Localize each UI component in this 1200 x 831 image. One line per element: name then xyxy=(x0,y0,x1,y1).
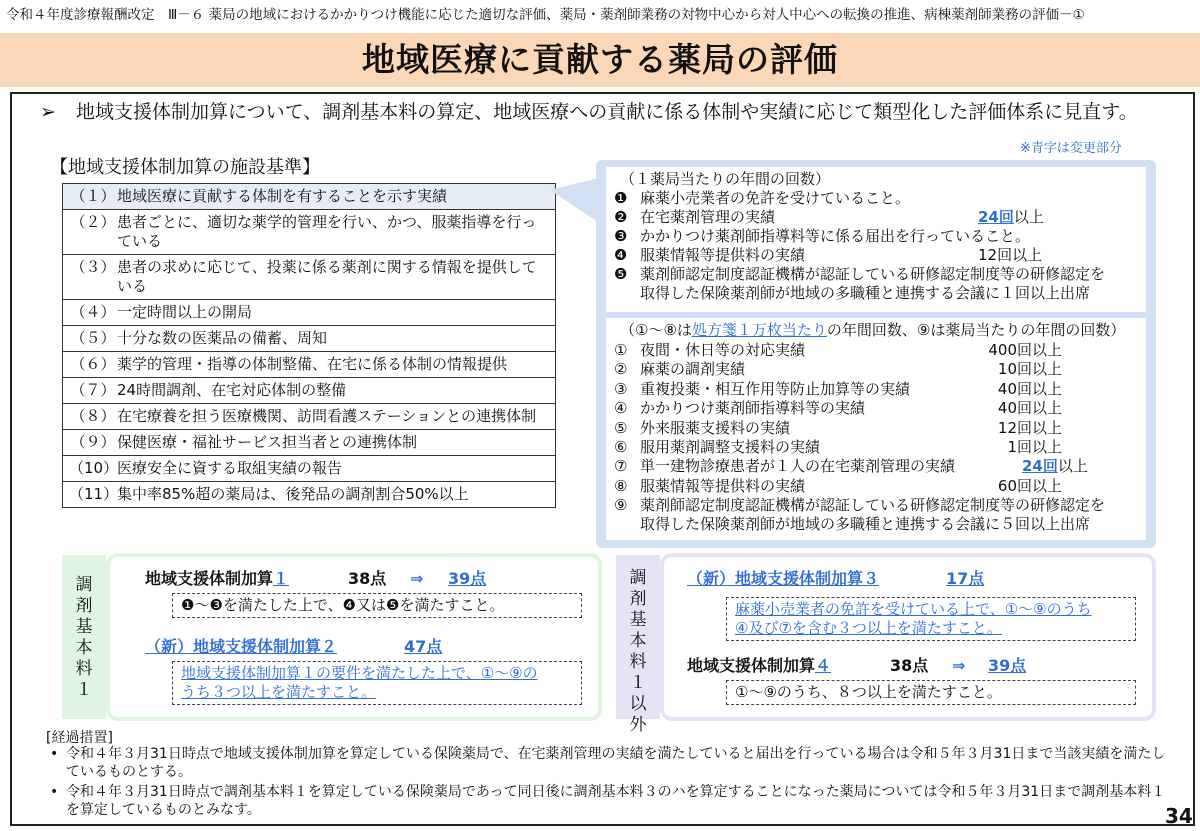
standards-row xyxy=(63,210,556,255)
standards-row xyxy=(63,352,556,378)
box1-item-count: 24回 xyxy=(978,208,1014,226)
box2-item-value xyxy=(1022,457,1088,476)
label-basic-fee-1 xyxy=(62,575,106,701)
box1-item-mark: ❸ xyxy=(614,227,628,245)
box1-item-text: 在宅薬剤管理の実績 xyxy=(640,208,776,226)
add1-num: １ xyxy=(273,569,290,588)
standards-item-text: 患者ごとに、適切な薬学的管理を行い、かつ、服薬指導を行っている xyxy=(117,213,537,250)
box2-item-text: 服薬情報等提供料の実績 xyxy=(640,476,806,495)
box2-item-text: 薬剤師認定制度認証機構が認証している研修認定制度等の研修認定を xyxy=(640,496,1106,515)
box2-item xyxy=(614,399,865,418)
box2-item-mark: ⑨ xyxy=(614,496,628,515)
add3-condition-line-1: 麻薬小売業者の免許を受けている上で、①～⑨のうち xyxy=(735,600,1092,618)
lead-text: 地域支援体制加算について、調剤基本料の算定、地域医療への貢献に係る体制や実績に応じて類型化した評価体系に見直す。 xyxy=(76,101,1138,123)
box2-item-value xyxy=(976,438,1062,457)
standards-cell xyxy=(63,456,556,482)
vertical-label-char: 外 xyxy=(629,715,647,735)
vertical-label-char: 料 xyxy=(629,652,647,672)
box2-heading xyxy=(620,321,1125,340)
add2-points: 47点 xyxy=(404,637,443,656)
box2-item xyxy=(614,419,790,438)
add1-line xyxy=(145,569,289,589)
standards-item-text: 集中率85%超の薬局は、後発品の調剤割合50%以上 xyxy=(117,485,469,503)
box1-item-count: 12回 xyxy=(978,246,1013,264)
vertical-label-char: 本 xyxy=(75,638,93,658)
standards-cell xyxy=(63,184,556,210)
box2-item xyxy=(614,477,805,496)
box1-item xyxy=(614,208,775,227)
box2-heading-post: の年間回数、⑨は薬局当たりの年間の回数） xyxy=(826,321,1126,339)
box2-item-mark: ⑥ xyxy=(614,438,628,456)
requirements-box-2 xyxy=(606,318,1146,540)
add2-condition-line-1: 地域支援体制加算１の要件を満たした上で、①～⑨の xyxy=(181,664,538,682)
standards-cell xyxy=(63,404,556,430)
standards-table xyxy=(62,183,556,508)
add4-line xyxy=(687,656,831,676)
box1-item-text: 薬剤師認定制度認証機構が認証している研修認定制度等の研修認定を xyxy=(640,265,1106,283)
change-note: ※青字は変更部分 xyxy=(1020,141,1122,156)
box1-item-mark: ❶ xyxy=(614,189,628,207)
add3-condition xyxy=(726,597,1136,641)
box2-heading-highlight: 処方箋１万枚当たり xyxy=(691,321,827,339)
box2-heading-pre: （①～⑧は xyxy=(620,321,692,339)
standards-item-number: （３） xyxy=(70,258,116,276)
standards-cell xyxy=(63,300,556,326)
standards-cell xyxy=(63,482,556,508)
standards-row xyxy=(63,456,556,482)
standards-row xyxy=(63,300,556,326)
vertical-label-char: 調 xyxy=(75,575,93,595)
vertical-label-char: １ xyxy=(629,673,647,693)
standards-item-text: 24時間調剤、在宅対応体制の整備 xyxy=(117,381,347,399)
box1-item-text-cont: 取得した保険薬剤師が地域の多職種と連携する会議に１回以上出席 xyxy=(640,284,1091,302)
standards-item-number: （１） xyxy=(70,187,116,205)
standards-row xyxy=(63,430,556,456)
box2-item-mark: ② xyxy=(614,360,628,379)
vertical-label-char: 剤 xyxy=(629,589,647,609)
add4-old-points: 38点 xyxy=(890,656,929,675)
arrow-bullet-icon: ➢ xyxy=(40,101,56,123)
box2-item-count: 24回 xyxy=(1022,457,1058,476)
box2-item-mark: ③ xyxy=(614,379,628,398)
box1-item-value xyxy=(978,208,1044,227)
box2-item xyxy=(614,496,1105,515)
box2-item-value xyxy=(976,360,1062,379)
vertical-label-char: 調 xyxy=(629,568,647,588)
add1-new-points: 39点 xyxy=(448,569,487,588)
bullet-icon: • xyxy=(50,746,59,762)
standards-item-number: （７） xyxy=(70,381,116,399)
transition-title: [経過措置] xyxy=(46,730,113,746)
box1-item-mark: ❷ xyxy=(614,208,628,226)
standards-item-number: （10） xyxy=(69,459,119,477)
bullet-icon: • xyxy=(50,784,59,800)
box2-item-text: 外来服薬支援料の実績 xyxy=(640,418,791,437)
box2-item xyxy=(614,438,820,457)
vertical-label-char: 本 xyxy=(629,631,647,651)
box1-item-text: 麻薬小売業者の免許を受けていること。 xyxy=(640,189,911,207)
box2-item-mark: ⑤ xyxy=(614,418,628,437)
box2-item-mark: ⑦ xyxy=(614,457,628,476)
callout-pointer xyxy=(550,176,600,226)
box1-item xyxy=(614,189,910,208)
box2-item-unit: 40回以上 xyxy=(997,379,1062,398)
add4-new-points: 39点 xyxy=(988,656,1027,675)
slide-header: 令和４年度診療報酬改定 Ⅲ－６ 薬局の地域におけるかかりつけ機能に応じた適切な評価、薬局・薬剤師業務の対物中心から対人中心への転換の推進、病棟薬剤師業務の評価－① xyxy=(6,7,1085,23)
box1-item-value xyxy=(978,246,1042,265)
box1-item xyxy=(614,227,1030,246)
box2-item xyxy=(614,360,745,379)
standards-item-number: （11） xyxy=(69,485,119,503)
box1-item-unit: 以上 xyxy=(1012,246,1043,264)
box1-item-text: 服薬情報等提供料の実績 xyxy=(640,246,806,264)
box2-item-text: 麻薬の調剤実績 xyxy=(640,360,746,379)
box2-item-text: 服用薬剤調整支援料の実績 xyxy=(640,438,821,456)
box2-item-mark: ④ xyxy=(614,399,628,418)
box2-item-value xyxy=(976,341,1062,360)
standards-cell xyxy=(63,255,556,300)
box1-item-mark: ❹ xyxy=(614,246,628,264)
lead-paragraph xyxy=(40,100,1160,125)
add4-condition: ①～⑨のうち、８つ以上を満たすこと。 xyxy=(726,680,1136,705)
standards-title: 【地域支援体制加算の施設基準】 xyxy=(50,157,320,178)
vertical-label-char: 剤 xyxy=(75,596,93,616)
standards-row xyxy=(63,404,556,430)
add3-condition-line-2: ④及び⑦を含む３つ以上を満たすこと。 xyxy=(735,619,1002,637)
box1-item-mark: ❺ xyxy=(614,265,628,283)
box2-item-text: 夜間・休日等の対応実績 xyxy=(640,341,806,359)
box2-item-text: かかりつけ薬剤師指導料等の実績 xyxy=(640,399,866,418)
box2-item-mark: ⑧ xyxy=(614,476,628,495)
add3-points: 17点 xyxy=(946,569,985,588)
vertical-label-char: 基 xyxy=(629,610,647,630)
standards-row xyxy=(63,184,556,210)
transition-text: 令和４年３月31日時点で地域支援体制加算を算定している保険薬局で、在宅薬剤管理の実績を満たしていると届出を行っている場合は令和５年３月31日まで当該実績を満たしているものとする。 xyxy=(66,746,1166,780)
standards-item-text: 十分な数の医薬品の備蓄、周知 xyxy=(117,329,328,347)
standards-item-number: （９） xyxy=(70,433,116,451)
standards-item-text: 地域医療に貢献する体制を有することを示す実績 xyxy=(117,187,448,205)
box2-item-value xyxy=(976,380,1062,399)
standards-item-text: 在宅療養を担う医療機関、訪問看護ステーションとの連携体制 xyxy=(117,407,537,425)
transition-item xyxy=(50,783,1170,819)
box2-item-text-cont: 取得した保険薬剤師が地域の多職種と連携する会議に５回以上出席 xyxy=(640,515,1091,534)
box1-item-text: かかりつけ薬剤師指導料等に係る届出を行っていること。 xyxy=(640,227,1031,245)
vertical-label-char: 料 xyxy=(75,659,93,679)
box2-item-value xyxy=(976,399,1062,418)
standards-row xyxy=(63,482,556,508)
box1-heading: （１薬局当たりの年間の回数） xyxy=(620,170,831,188)
box2-item-unit: 10回以上 xyxy=(997,360,1062,379)
standards-item-number: （５） xyxy=(70,329,116,347)
add4-name: 地域支援体制加算 xyxy=(687,656,816,675)
box2-item-unit: 40回以上 xyxy=(997,399,1062,418)
box2-item-value xyxy=(976,419,1062,438)
add1-condition: ❶～❸を満たした上で、❹又は❺を満たすこと。 xyxy=(172,593,582,618)
vertical-label-char: １ xyxy=(75,680,93,700)
label-other-fee xyxy=(616,568,660,736)
standards-row xyxy=(63,326,556,352)
add2-condition-line-2: うち３つ以上を満たすこと。 xyxy=(181,683,377,701)
add2-condition xyxy=(172,661,582,705)
standards-cell xyxy=(63,430,556,456)
box2-item-text: 重複投薬・相互作用等防止加算等の実績 xyxy=(640,379,911,398)
box2-item xyxy=(614,380,910,399)
page-number: 34 xyxy=(1165,804,1193,828)
standards-item-number: （８） xyxy=(70,407,116,425)
vertical-label-char: 以 xyxy=(629,694,647,714)
standards-item-text: 一定時間以上の開局 xyxy=(117,303,253,321)
standards-cell xyxy=(63,326,556,352)
box1-item-unit: 以上 xyxy=(1013,208,1044,226)
standards-cell xyxy=(63,210,556,255)
standards-item-text: 医療安全に資する取組実績の報告 xyxy=(117,459,343,477)
standards-item-number: （６） xyxy=(70,355,116,373)
box2-item-unit: 60回以上 xyxy=(997,476,1062,495)
standards-item-text: 薬学的管理・指導の体制整備、在宅に係る体制の情報提供 xyxy=(117,355,508,373)
requirements-box-1 xyxy=(606,167,1146,312)
add4-arrow-icon: ⇒ xyxy=(952,656,966,675)
box1-item xyxy=(614,265,1105,284)
box2-item-mark: ① xyxy=(614,341,628,359)
transition-text: 令和４年３月31日時点で調剤基本料１を算定している保険薬局であって同日後に調剤基本料３のハを算定することになった薬局については令和５年３月31日まで調剤基本料１を算定しているものとみなす。 xyxy=(66,784,1166,818)
box2-item-unit: 1回以上 xyxy=(1007,438,1062,456)
standards-row xyxy=(63,255,556,300)
standards-item-text: 患者の求めに応じて、投薬に係る薬剤に関する情報を提供している xyxy=(117,258,537,295)
box2-item-unit: 400回以上 xyxy=(988,341,1062,359)
add1-arrow-icon: ⇒ xyxy=(410,569,424,588)
box2-item-unit: 12回以上 xyxy=(997,418,1062,437)
standards-item-number: （４） xyxy=(70,303,116,321)
add1-old-points: 38点 xyxy=(348,569,387,588)
box2-item xyxy=(614,457,955,476)
transition-item xyxy=(50,745,1170,781)
standards-cell xyxy=(63,378,556,404)
box2-item xyxy=(614,341,805,360)
box2-item-text: 単一建物診療患者が１人の在宅薬剤管理の実績 xyxy=(640,457,956,476)
add1-name: 地域支援体制加算 xyxy=(145,569,274,588)
standards-row xyxy=(63,378,556,404)
slide-title: 地域医療に貢献する薬局の評価 xyxy=(362,40,838,79)
standards-item-number: （２） xyxy=(70,213,116,231)
standards-cell xyxy=(63,352,556,378)
box1-item xyxy=(614,246,805,265)
standards-item-text: 保健医療・福祉サービス担当者との連携体制 xyxy=(117,433,418,451)
add4-num: ４ xyxy=(815,656,832,675)
vertical-label-char: 基 xyxy=(75,617,93,637)
add3-name: （新）地域支援体制加算３ xyxy=(687,569,880,588)
add2-name: （新）地域支援体制加算２ xyxy=(145,637,338,656)
box2-item-unit: 以上 xyxy=(1057,457,1088,476)
box2-item-value xyxy=(976,477,1062,496)
